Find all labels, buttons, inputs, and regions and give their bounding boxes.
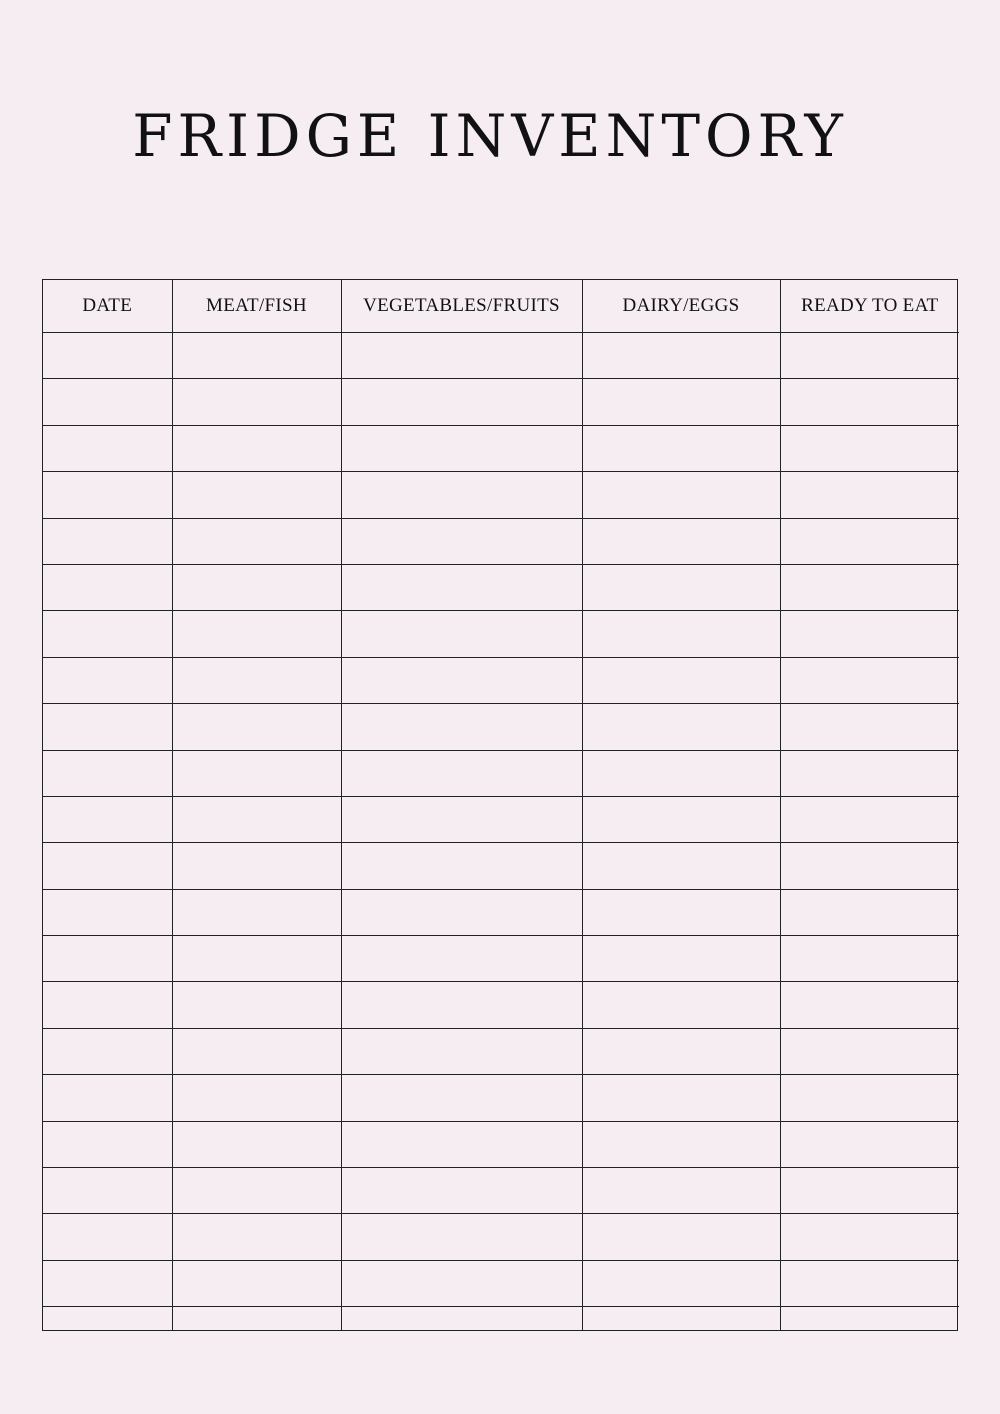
- cell-ready-to-eat: [780, 936, 959, 982]
- cell-vegetables-fruits: [341, 1121, 582, 1167]
- cell-vegetables-fruits: [341, 1260, 582, 1306]
- cell-vegetables-fruits: [341, 611, 582, 657]
- table-row: [43, 982, 959, 1028]
- cell-meat-fish: [172, 472, 341, 518]
- table-row: [43, 379, 959, 425]
- cell-meat-fish: [172, 1214, 341, 1260]
- table-row: [43, 472, 959, 518]
- cell-ready-to-eat: [780, 1075, 959, 1121]
- column-header-date: DATE: [43, 280, 172, 333]
- cell-dairy-eggs: [582, 472, 780, 518]
- cell-meat-fish: [172, 936, 341, 982]
- cell-date: [43, 1214, 172, 1260]
- cell-meat-fish: [172, 611, 341, 657]
- table-row: [43, 611, 959, 657]
- cell-vegetables-fruits: [341, 936, 582, 982]
- cell-ready-to-eat: [780, 379, 959, 425]
- cell-date: [43, 1028, 172, 1074]
- cell-date: [43, 1121, 172, 1167]
- cell-dairy-eggs: [582, 1121, 780, 1167]
- cell-dairy-eggs: [582, 1168, 780, 1214]
- cell-date: [43, 472, 172, 518]
- table-row: [43, 843, 959, 889]
- cell-meat-fish: [172, 1307, 341, 1330]
- cell-dairy-eggs: [582, 1260, 780, 1306]
- column-header-meat-fish: MEAT/FISH: [172, 280, 341, 333]
- table-row: [43, 1121, 959, 1167]
- cell-vegetables-fruits: [341, 1028, 582, 1074]
- table-row: [43, 1075, 959, 1121]
- cell-dairy-eggs: [582, 425, 780, 471]
- cell-date: [43, 657, 172, 703]
- cell-dairy-eggs: [582, 657, 780, 703]
- cell-date: [43, 1307, 172, 1330]
- table-row: [43, 518, 959, 564]
- cell-meat-fish: [172, 1168, 341, 1214]
- cell-meat-fish: [172, 564, 341, 610]
- cell-vegetables-fruits: [341, 1214, 582, 1260]
- table-row: [43, 1168, 959, 1214]
- table-row: [43, 1028, 959, 1074]
- cell-meat-fish: [172, 982, 341, 1028]
- cell-date: [43, 379, 172, 425]
- cell-vegetables-fruits: [341, 472, 582, 518]
- cell-ready-to-eat: [780, 982, 959, 1028]
- cell-dairy-eggs: [582, 796, 780, 842]
- cell-vegetables-fruits: [341, 564, 582, 610]
- cell-vegetables-fruits: [341, 425, 582, 471]
- cell-meat-fish: [172, 889, 341, 935]
- cell-date: [43, 796, 172, 842]
- table-row: [43, 564, 959, 610]
- cell-meat-fish: [172, 843, 341, 889]
- cell-dairy-eggs: [582, 1075, 780, 1121]
- cell-vegetables-fruits: [341, 750, 582, 796]
- cell-dairy-eggs: [582, 611, 780, 657]
- cell-date: [43, 564, 172, 610]
- column-header-vegetables-fruits: VEGETABLES/FRUITS: [341, 280, 582, 333]
- cell-meat-fish: [172, 333, 341, 379]
- table-row: [43, 333, 959, 379]
- table-header-row: [43, 280, 959, 333]
- cell-ready-to-eat: [780, 472, 959, 518]
- cell-ready-to-eat: [780, 1121, 959, 1167]
- cell-meat-fish: [172, 704, 341, 750]
- cell-dairy-eggs: [582, 379, 780, 425]
- cell-meat-fish: [172, 1075, 341, 1121]
- cell-ready-to-eat: [780, 889, 959, 935]
- table-row: [43, 889, 959, 935]
- cell-vegetables-fruits: [341, 1307, 582, 1330]
- cell-ready-to-eat: [780, 1307, 959, 1330]
- cell-date: [43, 1168, 172, 1214]
- cell-meat-fish: [172, 1121, 341, 1167]
- cell-date: [43, 333, 172, 379]
- cell-dairy-eggs: [582, 750, 780, 796]
- cell-vegetables-fruits: [341, 379, 582, 425]
- cell-date: [43, 889, 172, 935]
- cell-ready-to-eat: [780, 704, 959, 750]
- cell-dairy-eggs: [582, 982, 780, 1028]
- cell-date: [43, 1075, 172, 1121]
- cell-date: [43, 704, 172, 750]
- cell-meat-fish: [172, 1260, 341, 1306]
- cell-meat-fish: [172, 796, 341, 842]
- cell-meat-fish: [172, 379, 341, 425]
- table-row: [43, 1214, 959, 1260]
- cell-ready-to-eat: [780, 796, 959, 842]
- cell-ready-to-eat: [780, 1168, 959, 1214]
- cell-dairy-eggs: [582, 704, 780, 750]
- cell-vegetables-fruits: [341, 1075, 582, 1121]
- cell-meat-fish: [172, 518, 341, 564]
- cell-dairy-eggs: [582, 1214, 780, 1260]
- cell-meat-fish: [172, 750, 341, 796]
- cell-ready-to-eat: [780, 425, 959, 471]
- page-title: FRIDGE INVENTORY: [132, 102, 848, 170]
- cell-date: [43, 1260, 172, 1306]
- cell-vegetables-fruits: [341, 843, 582, 889]
- cell-dairy-eggs: [582, 1028, 780, 1074]
- table-row: [43, 750, 959, 796]
- cell-ready-to-eat: [780, 611, 959, 657]
- cell-vegetables-fruits: [341, 889, 582, 935]
- cell-ready-to-eat: [780, 750, 959, 796]
- cell-date: [43, 425, 172, 471]
- table-row: [43, 657, 959, 703]
- cell-ready-to-eat: [780, 518, 959, 564]
- cell-dairy-eggs: [582, 564, 780, 610]
- cell-vegetables-fruits: [341, 982, 582, 1028]
- cell-ready-to-eat: [780, 1028, 959, 1074]
- cell-dairy-eggs: [582, 333, 780, 379]
- cell-meat-fish: [172, 657, 341, 703]
- cell-dairy-eggs: [582, 889, 780, 935]
- cell-ready-to-eat: [780, 1260, 959, 1306]
- cell-meat-fish: [172, 1028, 341, 1074]
- cell-vegetables-fruits: [341, 704, 582, 750]
- cell-meat-fish: [172, 425, 341, 471]
- cell-date: [43, 518, 172, 564]
- table-row: [43, 936, 959, 982]
- cell-vegetables-fruits: [341, 333, 582, 379]
- cell-dairy-eggs: [582, 843, 780, 889]
- cell-ready-to-eat: [780, 1214, 959, 1260]
- cell-ready-to-eat: [780, 333, 959, 379]
- cell-dairy-eggs: [582, 1307, 780, 1330]
- cell-vegetables-fruits: [341, 657, 582, 703]
- cell-date: [43, 750, 172, 796]
- cell-date: [43, 936, 172, 982]
- cell-vegetables-fruits: [341, 518, 582, 564]
- inventory-table: [43, 280, 959, 1330]
- cell-dairy-eggs: [582, 936, 780, 982]
- cell-date: [43, 611, 172, 657]
- cell-ready-to-eat: [780, 843, 959, 889]
- table-row: [43, 425, 959, 471]
- cell-vegetables-fruits: [341, 796, 582, 842]
- cell-date: [43, 982, 172, 1028]
- cell-ready-to-eat: [780, 657, 959, 703]
- table-row: [43, 1260, 959, 1306]
- cell-dairy-eggs: [582, 518, 780, 564]
- table-body: [43, 333, 959, 1331]
- inventory-table-frame: [42, 279, 958, 1331]
- table-row: [43, 1307, 959, 1330]
- table-row: [43, 704, 959, 750]
- cell-date: [43, 843, 172, 889]
- table-row: [43, 796, 959, 842]
- column-header-ready-to-eat: READY TO EAT: [780, 280, 959, 333]
- cell-vegetables-fruits: [341, 1168, 582, 1214]
- column-header-dairy-eggs: DAIRY/EGGS: [582, 280, 780, 333]
- cell-ready-to-eat: [780, 564, 959, 610]
